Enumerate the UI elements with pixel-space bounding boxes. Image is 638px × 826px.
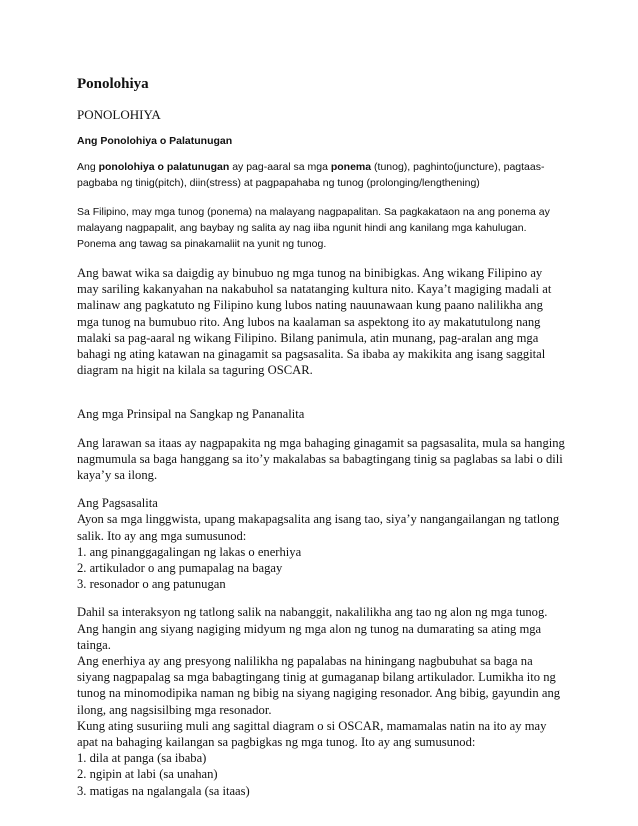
document-title: Ponolohiya (77, 76, 149, 92)
list-item: 3. matigas na ngalangala (sa itaas) (77, 783, 250, 798)
section-heading-ponolohiya: Ang Ponolohiya o Palatunugan (77, 135, 233, 147)
intro-post: (tunog), paghinto(juncture), pagtaas-pagbaba ng tinig(pitch), diin(stress) at pagpapahaba ng tunog (prolonging/lengthening) (77, 161, 545, 189)
paragraph-sa-filipino: Sa Filipino, may mga tunog (ponema) na malayang nagpapalitan. Sa pagkakataon na ang ponema ay malayang nagpapalit, ang baybay ng salita ay nag iiba ngunit hindi ang kanilang mga kahulugan. Ponema ang tawag sa pinakamaliit na yunit ng tunog. (77, 206, 550, 250)
document-page (77, 76, 567, 811)
paragraph-ayon: Ayon sa mga linggwista, upang makapagsalita ang isang tao, siya’y nangangailangan ng tatlong salik. Ito ay ang mga sumusunod: (77, 512, 560, 543)
intro-bold-term: ponolohiya o palatunugan (98, 161, 230, 173)
paragraph-kung: Kung ating susuriing muli ang sagittal diagram o si OSCAR, mamamalas natin na ito ay may apat na bahaging kailangan sa pagbigkas ng mga tunog. Ito ay ang sumusunod: (77, 718, 547, 750)
intro-mid: ay pag-aaral sa mga (229, 161, 331, 173)
list-item: 2. artikulador o ang pumapalag na bagay (77, 561, 283, 576)
spacer (77, 390, 567, 406)
section-dahil (77, 604, 567, 798)
heading-principal-sangkap: Ang mga Prinsipal na Sangkap ng Pananalita (77, 407, 305, 422)
intro-bold-ponema: ponema (330, 161, 372, 173)
heading-pagsasalita: Ang Pagsasalita (77, 496, 158, 511)
list-item: 2. ngipin at labi (sa unahan) (77, 767, 218, 782)
list-item: 1. ang pinanggagalingan ng lakas o enerhiya (77, 544, 302, 559)
paragraph-dahil: Dahil sa interaksyon ng tatlong salik na nabanggit, nakalilikha ang tao ng alon ng mga tunog. Ang hangin ang siyang nagiging midyum ng mga alon ng tunog na dumarating sa ating mga tainga. (77, 605, 548, 652)
intro-paragraph (77, 159, 567, 191)
list-item: 3. resonador o ang patunugan (77, 577, 226, 592)
list-item: 1. dila at panga (sa ibaba) (77, 751, 207, 766)
paragraph-bawat-wika: Ang bawat wika sa daigdig ay binubuo ng mga tunog na binibigkas. Ang wikang Filipino ay may sariling kakanyahan na nakabuhol sa natatanging kultura nito. Kaya’t magiging madali at malinaw ang pagkatuto ng Filipino kung lubos nating nauunawaan kung paano nalilikha ang mga tunog na bumubuo rito. Ang lubos na kaalaman sa aspektong ito ay makatutulong nang malaki sa pag-aaral ng wikang Filipino. Bilang panimula, atin munang, pag-aralan ang mga bahagi ng ating katawan na ginagamit sa pagsasalita. Sa ibaba ay makikita ang isang saggital diagram na higit na kilala sa taguring OSCAR. (77, 266, 552, 378)
paragraph-enerhiya: Ang enerhiya ay ang presyong nalilikha ng papalabas na hiningang nagbubuhat sa baga na siyang nagpapalag sa mga babagtingang tinig at gumaganap bilang artikulador. Lumikha ito ng tunog na minomodipika naman ng bibig na siyang nagiging resonador. Ang bibig, gayundin ang ilong, ang nagsisilbing mga resonador. (77, 654, 561, 717)
paragraph-larawan: Ang larawan sa itaas ay nagpapakita ng mga bahaging ginagamit sa pagsasalita, mula sa hanging nagmumula sa baga hanggang sa ito’y makalabas sa babagtingang tinig sa paglabas sa labi o dili kaya’y sa ilong. (77, 435, 565, 483)
section-pagsasalita (77, 495, 567, 592)
document-subtitle: PONOLOHIYA (77, 107, 161, 122)
intro-pre: Ang (77, 161, 99, 173)
